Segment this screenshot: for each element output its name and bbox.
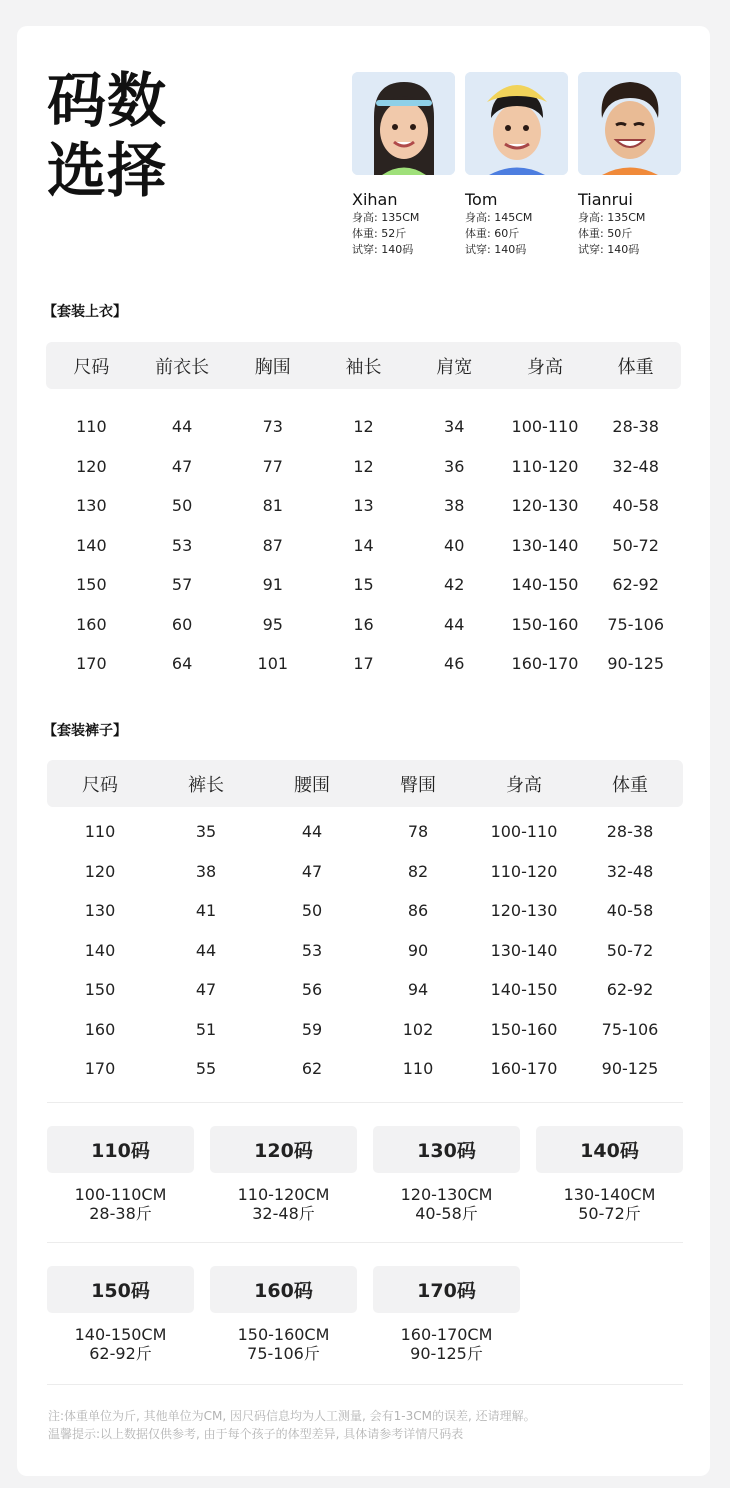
header-cell: 尺码	[82, 774, 118, 796]
size-chip-120	[210, 1126, 357, 1223]
chip-size: 110码	[47, 1126, 194, 1173]
table-cell: 73	[262, 417, 283, 437]
table-cell: 40-58	[612, 496, 659, 516]
table-cell: 120	[76, 456, 107, 476]
table-cell: 87	[262, 535, 283, 555]
table-cell: 120-130	[490, 901, 558, 921]
model-card-tom	[465, 72, 568, 258]
table-cell: 110-120	[490, 861, 558, 881]
table-row	[46, 447, 681, 487]
model-weight: 体重: 50斤	[578, 227, 633, 240]
chip-size: 140码	[536, 1126, 683, 1173]
chip-height: 110-120CM	[237, 1185, 330, 1204]
table-cell: 140	[84, 940, 116, 960]
table-cell: 62-92	[612, 575, 659, 595]
table-cell: 100-110	[490, 822, 558, 842]
table-cell: 110	[402, 1059, 434, 1079]
table-row	[46, 644, 681, 684]
table-row	[46, 407, 681, 447]
chip-height: 100-110CM	[74, 1185, 167, 1204]
chip-weight: 62-92斤	[89, 1344, 152, 1363]
table-cell: 120-130	[511, 496, 579, 516]
divider	[47, 1102, 683, 1103]
reference-tip: 温馨提示:以上数据仅供参考, 由于每个孩子的体型差异, 具体请参考详情尺码表	[48, 1427, 464, 1441]
chip-weight: 28-38斤	[89, 1204, 152, 1223]
header-cell: 前衣长	[155, 356, 210, 378]
table-cell: 50-72	[612, 535, 659, 555]
table-cell: 35	[195, 822, 217, 842]
table-row	[47, 852, 683, 892]
table-cell: 47	[301, 861, 323, 881]
section-label-top: 【套装上衣】	[43, 304, 127, 320]
chip-height: 120-130CM	[400, 1185, 493, 1204]
model-name: Tianrui	[578, 190, 633, 209]
table-cell: 91	[262, 575, 283, 595]
table-cell: 86	[407, 901, 429, 921]
table-cell: 94	[407, 980, 429, 1000]
table-cell: 38	[444, 496, 465, 516]
table-cell: 41	[195, 901, 217, 921]
table-cell: 160	[76, 614, 107, 634]
table-cell: 55	[195, 1059, 217, 1079]
pants-table-body	[47, 812, 683, 1089]
table-cell: 46	[444, 654, 465, 674]
chip-weight: 32-48斤	[252, 1204, 315, 1223]
table-row	[46, 526, 681, 566]
table-cell: 16	[353, 614, 374, 634]
table-cell: 50	[171, 496, 193, 516]
table-cell: 34	[444, 417, 465, 437]
table-cell: 130	[84, 901, 116, 921]
chip-size: 170码	[373, 1266, 520, 1313]
table-cell: 102	[402, 1019, 434, 1039]
table-cell: 110-120	[511, 456, 579, 476]
table-cell: 95	[262, 614, 283, 634]
table-cell: 17	[353, 654, 374, 674]
table-cell: 50	[301, 901, 323, 921]
table-row	[47, 891, 683, 931]
size-chip-170	[373, 1266, 520, 1363]
header-cell: 身高	[506, 774, 542, 796]
table-cell: 44	[195, 940, 217, 960]
table-cell: 78	[407, 822, 429, 842]
model-photo	[578, 72, 681, 175]
table-cell: 77	[262, 456, 283, 476]
table-row	[46, 605, 681, 645]
table-cell: 170	[76, 654, 107, 674]
table-cell: 47	[195, 980, 217, 1000]
table-cell: 57	[171, 575, 193, 595]
divider	[47, 1384, 683, 1385]
table-cell: 12	[353, 417, 374, 437]
size-chip-150	[47, 1266, 194, 1363]
model-weight: 体重: 60斤	[465, 227, 520, 240]
table-cell: 40-58	[606, 901, 654, 921]
table-cell: 44	[444, 614, 465, 634]
table-cell: 150	[84, 980, 116, 1000]
table-cell: 28-38	[606, 822, 654, 842]
model-card-xihan	[352, 72, 455, 258]
table-cell: 150-160	[490, 1019, 558, 1039]
table-cell: 62-92	[606, 980, 654, 1000]
table-cell: 150	[76, 575, 107, 595]
top-table-header	[46, 342, 681, 389]
table-cell: 44	[301, 822, 323, 842]
table-cell: 36	[444, 456, 465, 476]
table-cell: 38	[195, 861, 217, 881]
table-row	[47, 812, 683, 852]
table-cell: 32-48	[612, 456, 659, 476]
size-chip-110	[47, 1126, 194, 1223]
table-cell: 12	[353, 456, 374, 476]
header-cell: 腰围	[294, 774, 330, 796]
chip-height: 140-150CM	[74, 1325, 167, 1344]
table-cell: 110	[84, 822, 116, 842]
chip-size: 130码	[373, 1126, 520, 1173]
header-cell: 体重	[612, 774, 648, 796]
table-cell: 82	[407, 861, 429, 881]
table-cell: 15	[353, 575, 374, 595]
size-chip-130	[373, 1126, 520, 1223]
table-row	[47, 970, 683, 1010]
table-cell: 40	[444, 535, 465, 555]
table-row	[47, 931, 683, 971]
table-cell: 130	[76, 496, 107, 516]
header-cell: 身高	[526, 356, 563, 378]
section-label-pants: 【套装裤子】	[43, 723, 127, 739]
size-guide-card	[17, 26, 710, 1476]
header-cell: 袖长	[345, 356, 382, 378]
table-cell: 160-170	[511, 654, 579, 674]
header-cell: 臀围	[400, 774, 436, 796]
model-tried-size: 试穿: 140码	[465, 243, 527, 256]
table-cell: 100-110	[511, 417, 579, 437]
chip-weight: 40-58斤	[415, 1204, 478, 1223]
table-cell: 90-125	[607, 654, 664, 674]
chip-weight: 90-125斤	[410, 1344, 483, 1363]
table-cell: 110	[76, 417, 107, 437]
header-cell: 体重	[617, 356, 654, 378]
table-cell: 140	[76, 535, 107, 555]
model-height: 身高: 135CM	[352, 211, 420, 224]
measurement-note: 注:体重单位为斤, 其他单位为CM, 因尺码信息均为人工测量, 会有1-3CM的误差, 还请理解。	[48, 1409, 536, 1423]
model-name: Xihan	[352, 190, 398, 209]
table-row	[46, 565, 681, 605]
table-cell: 51	[195, 1019, 217, 1039]
table-row	[47, 1010, 683, 1050]
model-name: Tom	[465, 190, 498, 209]
chip-height: 150-160CM	[237, 1325, 330, 1344]
table-cell: 130-140	[511, 535, 579, 555]
table-cell: 160	[84, 1019, 116, 1039]
top-table-body	[46, 407, 681, 684]
table-cell: 150-160	[511, 614, 579, 634]
table-cell: 75-106	[601, 1019, 659, 1039]
table-cell: 47	[171, 456, 193, 476]
model-height: 身高: 135CM	[578, 211, 646, 224]
table-cell: 32-48	[606, 861, 654, 881]
table-cell: 53	[171, 535, 193, 555]
table-cell: 120	[84, 861, 116, 881]
table-cell: 140-150	[511, 575, 579, 595]
table-cell: 62	[301, 1059, 323, 1079]
table-cell: 170	[84, 1059, 116, 1079]
chip-size: 150码	[47, 1266, 194, 1313]
table-cell: 13	[353, 496, 374, 516]
table-cell: 44	[171, 417, 193, 437]
table-cell: 130-140	[490, 940, 558, 960]
table-cell: 59	[301, 1019, 323, 1039]
chip-size: 120码	[210, 1126, 357, 1173]
header-cell: 胸围	[254, 356, 291, 378]
chip-height: 160-170CM	[400, 1325, 493, 1344]
model-photo	[465, 72, 568, 175]
table-cell: 64	[171, 654, 193, 674]
size-chip-160	[210, 1266, 357, 1363]
title-line-1: 码数	[47, 66, 168, 135]
table-cell: 28-38	[612, 417, 659, 437]
model-weight: 体重: 52斤	[352, 227, 407, 240]
table-cell: 81	[262, 496, 283, 516]
model-tried-size: 试穿: 140码	[578, 243, 640, 256]
title-line-2: 选择	[47, 136, 168, 205]
table-cell: 140-150	[490, 980, 558, 1000]
model-height: 身高: 145CM	[465, 211, 533, 224]
header-cell: 裤长	[188, 774, 224, 796]
chip-weight: 75-106斤	[247, 1344, 320, 1363]
table-cell: 75-106	[607, 614, 664, 634]
table-cell: 90-125	[601, 1059, 659, 1079]
table-cell: 60	[171, 614, 193, 634]
model-tried-size: 试穿: 140码	[352, 243, 414, 256]
chip-weight: 50-72斤	[578, 1204, 641, 1223]
table-cell: 160-170	[490, 1059, 558, 1079]
chip-size: 160码	[210, 1266, 357, 1313]
table-cell: 50-72	[606, 940, 654, 960]
table-row	[47, 1049, 683, 1089]
size-chip-140	[536, 1126, 683, 1223]
page-title	[47, 66, 167, 206]
table-cell: 101	[257, 654, 289, 674]
table-cell: 56	[301, 980, 323, 1000]
divider	[47, 1242, 683, 1243]
pants-table-header	[47, 760, 683, 807]
table-cell: 90	[407, 940, 429, 960]
table-cell: 53	[301, 940, 323, 960]
table-cell: 42	[444, 575, 465, 595]
header-cell: 肩宽	[436, 356, 473, 378]
chip-height: 130-140CM	[563, 1185, 656, 1204]
table-row	[46, 486, 681, 526]
table-cell: 14	[353, 535, 374, 555]
model-card-tianrui	[578, 72, 681, 258]
model-photo	[352, 72, 455, 175]
header-cell: 尺码	[73, 356, 110, 378]
